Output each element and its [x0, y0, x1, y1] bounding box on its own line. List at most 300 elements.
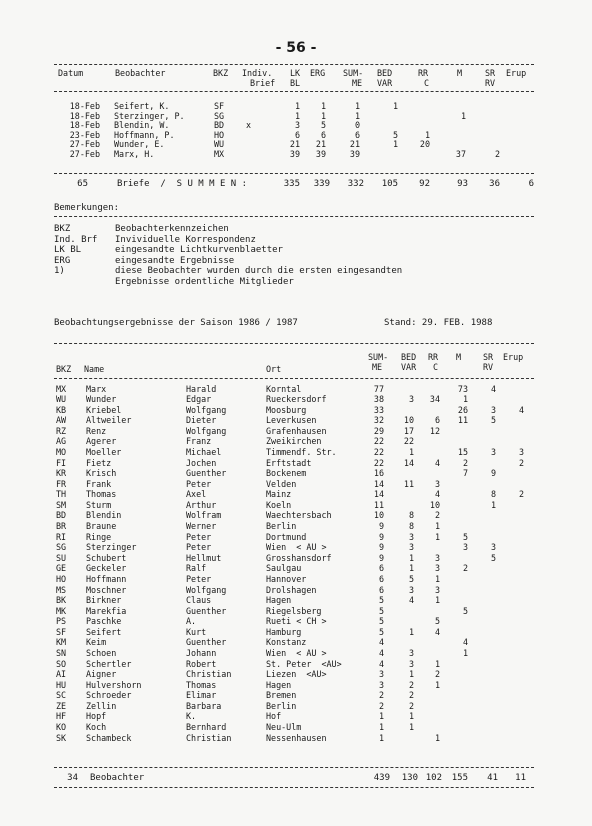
remark-text: Invividuelle Korrespondenz	[115, 234, 256, 245]
season-stand: Stand: 29. FEB. 1988	[384, 318, 493, 328]
cell-vorname: Barbara	[186, 700, 222, 711]
remark-text: eingesandte Ergebnisse	[115, 255, 235, 266]
cell-bkz: RZ	[56, 425, 67, 436]
cell-summe: 14	[373, 478, 384, 489]
totals-m: 93	[457, 179, 468, 189]
cell-rr: 1	[434, 732, 440, 743]
divider	[54, 787, 534, 788]
cell-bed: 3	[408, 648, 414, 658]
header-rr: RR	[418, 68, 429, 78]
cell-bkz: MK	[56, 605, 67, 616]
cell-bed: 1	[408, 446, 414, 457]
cell-observer: Wunder, E.	[114, 139, 165, 150]
cell-ort: Nessenhausen	[266, 732, 327, 743]
cell-m: 73	[457, 383, 468, 394]
cell-bkz: MX	[214, 149, 225, 159]
cell-bed: 3	[408, 658, 414, 669]
cell-ort: Timmendf. Str.	[266, 446, 337, 457]
cell-lk: 1	[294, 110, 300, 121]
header-lk: LK	[290, 68, 301, 78]
cell-bkz: WU	[56, 394, 67, 405]
cell-erg: 6	[320, 129, 326, 140]
cell-summe: 4	[378, 658, 384, 669]
cell-summe: 38	[373, 394, 384, 405]
cell-bkz: HU	[56, 679, 67, 690]
cell-bkz: GE	[56, 563, 67, 574]
cell-name: Ringe	[86, 531, 112, 542]
cell-name: Schambeck	[86, 732, 132, 743]
cell-sr: 4	[490, 383, 496, 394]
cell-summe: 77	[373, 383, 384, 394]
header-c: C	[433, 362, 439, 372]
cell-name: Sturm	[86, 499, 112, 510]
cell-name: Frank	[86, 478, 112, 489]
cell-bed: 1	[392, 101, 398, 111]
cell-vorname: Axel	[186, 489, 207, 500]
cell-bed: 5	[408, 573, 414, 584]
cell-observer: Marx, H.	[114, 149, 155, 159]
cell-erg: 39	[315, 149, 326, 159]
cell-summe: 11	[373, 499, 384, 510]
cell-bkz: FI	[56, 457, 67, 468]
cell-sr: 5	[490, 415, 496, 426]
season-total-rr: 102	[425, 773, 442, 783]
cell-vorname: Peter	[186, 542, 212, 553]
cell-m: 26	[457, 404, 468, 415]
cell-rr: 3	[434, 584, 440, 595]
cell-ort: Bremen	[266, 690, 297, 701]
divider	[54, 216, 534, 217]
cell-vorname: Michael	[186, 446, 222, 457]
cell-ort: Leverkusen	[266, 415, 317, 426]
remark-key: BKZ	[54, 224, 71, 234]
cell-name: Koch	[86, 722, 107, 733]
cell-summe: 5	[378, 626, 384, 637]
remark-key: Ind. Brf	[54, 234, 98, 245]
cell-ort: Wien < AU >	[266, 542, 327, 553]
cell-summe: 1	[378, 711, 384, 722]
cell-bkz: SF	[56, 626, 67, 637]
cell-summe: 1	[354, 110, 360, 121]
divider	[54, 343, 534, 344]
cell-erg: 1	[320, 110, 326, 121]
cell-ort: Velden	[266, 478, 297, 489]
cell-bkz: HF	[56, 711, 67, 722]
cell-m: 2	[462, 563, 468, 574]
cell-name: Schoen	[86, 648, 117, 658]
cell-bed: 1	[408, 626, 414, 637]
cell-bkz: BR	[56, 521, 67, 532]
cell-ort: Bockenem	[266, 468, 307, 479]
cell-erg: 1	[320, 101, 326, 111]
cell-bkz: WU	[214, 139, 225, 150]
header-summe-bottom: ME	[352, 78, 363, 88]
cell-bkz: KR	[56, 468, 67, 479]
cell-summe: 5	[378, 595, 384, 606]
cell-bkz: SN	[56, 648, 67, 658]
cell-summe: 10	[373, 510, 384, 521]
cell-m: 2	[462, 457, 468, 468]
cell-m: 4	[462, 637, 468, 648]
cell-vorname: Kurt	[186, 626, 207, 637]
header-bed: BED	[377, 68, 393, 78]
header-summe-bottom: ME	[372, 362, 383, 372]
cell-vorname: Wolfram	[186, 510, 222, 521]
cell-name: Braune	[86, 521, 117, 532]
cell-name: Paschke	[86, 616, 122, 627]
cell-ort: Riegelsberg	[266, 605, 322, 616]
divider	[54, 378, 534, 379]
remark-text: diese Beobachter wurden durch die ersten eingesandten	[115, 266, 403, 277]
cell-summe: 22	[373, 436, 384, 447]
cell-bed: 2	[408, 679, 414, 690]
cell-bkz: SO	[56, 658, 67, 669]
cell-name: Kriebel	[86, 404, 122, 415]
cell-vorname: Wolfgang	[186, 404, 227, 415]
cell-bkz: SF	[214, 101, 225, 111]
remark-key: ERG	[54, 255, 71, 266]
cell-bkz: HO	[56, 573, 67, 584]
cell-bkz: FR	[56, 478, 67, 489]
header-name: Name	[84, 364, 105, 374]
cell-ort: Waechtersbach	[266, 510, 332, 521]
cell-vorname: Christian	[186, 732, 232, 743]
cell-summe: 0	[354, 120, 360, 131]
header-erg: ERG	[310, 68, 326, 78]
cell-name: Blendin	[86, 510, 122, 521]
cell-bkz: TH	[56, 489, 67, 500]
cell-bed: 3	[408, 394, 414, 405]
cell-name: Moeller	[86, 446, 122, 457]
cell-bkz: KM	[56, 637, 67, 648]
cell-observer: Sterzinger, P.	[114, 110, 185, 121]
cell-summe: 2	[378, 690, 384, 701]
cell-m: 3	[462, 542, 468, 553]
cell-summe: 22	[373, 446, 384, 457]
cell-bkz: AW	[56, 415, 67, 426]
cell-rr: 20	[419, 139, 430, 150]
cell-bed: 1	[408, 552, 414, 563]
cell-bkz: HO	[214, 129, 225, 140]
cell-rr: 1	[434, 521, 440, 532]
cell-rr: 3	[434, 552, 440, 563]
cell-summe: 32	[373, 415, 384, 426]
cell-summe: 9	[378, 521, 384, 532]
cell-lk: 39	[289, 149, 300, 159]
cell-ort: Dortmund	[266, 531, 307, 542]
cell-summe: 3	[378, 679, 384, 690]
cell-ort: Berlin	[266, 521, 297, 532]
cell-summe: 39	[349, 149, 360, 159]
cell-bed: 11	[403, 478, 414, 489]
cell-rr: 1	[434, 679, 440, 690]
cell-bed: 1	[392, 139, 398, 150]
header-rv: RV	[483, 362, 494, 372]
cell-bed: 8	[408, 510, 414, 521]
cell-bed: 3	[408, 584, 414, 595]
cell-vorname: Peter	[186, 478, 212, 489]
cell-name: Schroeder	[86, 690, 132, 701]
cell-name: Geckeler	[86, 563, 127, 574]
cell-vorname: Guenther	[186, 605, 227, 616]
cell-bed: 2	[408, 690, 414, 701]
cell-bed: 10	[403, 415, 414, 426]
cell-bed: 3	[408, 542, 414, 553]
cell-ort: Wien < AU >	[266, 648, 327, 658]
cell-vorname: Hellmut	[186, 552, 222, 563]
cell-rr: 4	[434, 457, 440, 468]
cell-sr: 1	[490, 499, 496, 510]
cell-vorname: Wolfgang	[186, 425, 227, 436]
cell-name: Altweiler	[86, 415, 132, 426]
divider	[54, 767, 534, 768]
cell-summe: 22	[373, 457, 384, 468]
cell-datum: 18-Feb	[69, 101, 100, 111]
cell-m: 1	[462, 394, 468, 405]
cell-erup: 2	[518, 457, 524, 468]
cell-name: Seifert	[86, 626, 122, 637]
cell-bkz: AG	[56, 436, 67, 447]
cell-vorname: Wolfgang	[186, 584, 227, 595]
cell-summe: 9	[378, 531, 384, 542]
cell-rr: 1	[434, 531, 440, 542]
totals-erup: 6	[528, 179, 534, 189]
cell-ort: Hagen	[266, 679, 292, 690]
cell-m: 11	[457, 415, 468, 426]
cell-summe: 29	[373, 425, 384, 436]
season-title: Beobachtungsergebnisse der Saison 1986 / 1987	[54, 318, 298, 328]
cell-bkz: BD	[214, 120, 225, 131]
cell-rr: 5	[434, 616, 440, 627]
totals-summe: 332	[347, 179, 364, 189]
season-total-erup: 11	[515, 773, 526, 783]
cell-vorname: Franz	[186, 436, 212, 447]
cell-name: Krisch	[86, 468, 117, 479]
cell-m: 7	[462, 468, 468, 479]
cell-vorname: Arthur	[186, 499, 217, 510]
totals-lk: 335	[283, 179, 300, 189]
cell-sr: 3	[490, 404, 496, 415]
cell-ort: Korntal	[266, 383, 302, 394]
cell-name: Sterzinger	[86, 542, 137, 553]
cell-name: Keim	[86, 637, 107, 648]
cell-rr: 2	[434, 510, 440, 521]
cell-bkz: SG	[56, 542, 67, 553]
totals-count: 65	[77, 179, 88, 189]
header-bkz: BKZ	[213, 68, 229, 78]
header-c: C	[424, 78, 430, 88]
cell-summe: 9	[378, 552, 384, 563]
header-beobachter: Beobachter	[115, 68, 166, 78]
totals-sr: 36	[489, 179, 500, 189]
cell-vorname: Robert	[186, 658, 217, 669]
cell-vorname: Harald	[186, 383, 217, 394]
cell-bkz: BK	[56, 595, 67, 606]
cell-observer: Hoffmann, P.	[114, 129, 175, 140]
cell-sr: 2	[494, 149, 500, 159]
cell-observer: Seifert, K.	[114, 101, 170, 111]
cell-bkz: SM	[56, 499, 67, 510]
cell-lk: 3	[294, 120, 300, 131]
remark-key: LK BL	[54, 245, 82, 256]
season-total-count: 34	[67, 773, 78, 783]
header-m: M	[457, 68, 463, 78]
season-total-label: Beobachter	[90, 773, 145, 783]
cell-rr: 4	[434, 626, 440, 637]
cell-bed: 1	[408, 711, 414, 722]
cell-rr: 6	[434, 415, 440, 426]
cell-rr: 2	[434, 669, 440, 680]
cell-rr: 34	[429, 394, 440, 405]
cell-summe: 14	[373, 489, 384, 500]
cell-datum: 23-Feb	[69, 129, 100, 140]
cell-vorname: Johann	[186, 648, 217, 658]
header-bed: BED	[401, 352, 417, 362]
header-m: M	[456, 352, 462, 362]
cell-bkz: RI	[56, 531, 67, 542]
cell-sr: 5	[490, 552, 496, 563]
cell-sr: 9	[490, 468, 496, 479]
header-summe-top: SUM-	[368, 352, 389, 362]
header-var: VAR	[401, 362, 417, 372]
cell-vorname: Peter	[186, 531, 212, 542]
cell-name: Hoffmann	[86, 573, 127, 584]
header-brief: Brief	[250, 78, 276, 88]
header-bkz: BKZ	[56, 364, 72, 374]
cell-ort: Zweikirchen	[266, 436, 322, 447]
cell-m: 5	[462, 605, 468, 616]
cell-vorname: Edgar	[186, 394, 212, 405]
cell-rr: 1	[424, 129, 430, 140]
cell-ort: Mainz	[266, 489, 292, 500]
cell-ort: Hagen	[266, 595, 292, 606]
cell-datum: 27-Feb	[69, 149, 100, 159]
cell-rr: 1	[434, 658, 440, 669]
cell-vorname: Werner	[186, 521, 217, 532]
cell-ort: Erftstadt	[266, 457, 312, 468]
header-var: VAR	[377, 78, 393, 88]
cell-vorname: Jochen	[186, 457, 217, 468]
cell-rr: 3	[434, 478, 440, 489]
remark-text: Beobachterkennzeichen	[115, 224, 229, 234]
cell-lk: 6	[294, 129, 300, 140]
header-ort: Ort	[266, 364, 282, 374]
cell-ort: Hof	[266, 711, 282, 722]
cell-ort: Koeln	[266, 499, 292, 510]
cell-ort: Moosburg	[266, 404, 307, 415]
cell-rr: 1	[434, 595, 440, 606]
cell-vorname: Bernhard	[186, 722, 227, 733]
cell-ort: St. Peter <AU>	[266, 658, 342, 669]
remarks-title: Bemerkungen:	[54, 203, 120, 213]
cell-name: Renz	[86, 425, 107, 436]
cell-name: Schertler	[86, 658, 132, 669]
cell-summe: 4	[378, 637, 384, 648]
remark-text: Ergebnisse ordentliche Mitglieder	[115, 277, 294, 287]
cell-bkz: ZE	[56, 700, 67, 711]
cell-summe: 6	[354, 129, 360, 140]
header-rv: RV	[485, 78, 496, 88]
cell-indiv: x	[246, 120, 252, 131]
cell-vorname: Guenther	[186, 468, 227, 479]
cell-ort: Neu-Ulm	[266, 722, 302, 733]
totals-rr: 92	[419, 179, 430, 189]
cell-summe: 33	[373, 404, 384, 415]
cell-name: Wunder	[86, 394, 117, 405]
cell-erg: 5	[320, 120, 326, 131]
cell-summe: 3	[378, 669, 384, 680]
cell-erup: 4	[518, 404, 524, 415]
cell-summe: 1	[354, 101, 360, 111]
cell-vorname: Ralf	[186, 563, 207, 574]
cell-rr: 1	[434, 573, 440, 584]
cell-bed: 1	[408, 563, 414, 574]
cell-bkz: MX	[56, 383, 67, 394]
cell-m: 5	[462, 531, 468, 542]
cell-summe: 9	[378, 542, 384, 553]
cell-ort: Liezen <AU>	[266, 669, 327, 680]
cell-rr: 10	[429, 499, 440, 510]
cell-ort: Hamburg	[266, 626, 302, 637]
cell-erup: 2	[518, 489, 524, 500]
cell-name: Aigner	[86, 669, 117, 680]
cell-sr: 3	[490, 446, 496, 457]
cell-bkz: SC	[56, 690, 67, 701]
season-total-sr: 41	[487, 773, 498, 783]
header-summe-top: SUM-	[343, 68, 364, 78]
cell-bed: 5	[392, 129, 398, 140]
cell-name: Zellin	[86, 700, 117, 711]
cell-vorname: Christian	[186, 669, 232, 680]
cell-sr: 8	[490, 489, 496, 500]
cell-bkz: PS	[56, 616, 67, 627]
cell-ort: Berlin	[266, 700, 297, 711]
cell-bed: 4	[408, 595, 414, 606]
remark-key: 1)	[54, 266, 65, 277]
cell-name: Agerer	[86, 436, 117, 447]
cell-rr: 4	[434, 489, 440, 500]
cell-name: Thomas	[86, 489, 117, 500]
cell-ort: Grafenhausen	[266, 425, 327, 436]
cell-summe: 4	[378, 648, 384, 658]
cell-bkz: SG	[214, 110, 225, 121]
cell-rr: 12	[429, 425, 440, 436]
cell-ort: Saulgau	[266, 563, 302, 574]
divider	[54, 173, 534, 174]
cell-m: 37	[455, 149, 466, 159]
cell-vorname: Claus	[186, 595, 212, 606]
cell-ort: Hannover	[266, 573, 307, 584]
totals-erg: 339	[313, 179, 330, 189]
cell-bkz: MO	[56, 446, 67, 457]
cell-bkz: KB	[56, 404, 67, 415]
header-sr: SR	[483, 352, 494, 362]
header-erup: Erup	[506, 68, 527, 78]
season-total-summe: 439	[373, 773, 390, 783]
cell-bed: 3	[408, 531, 414, 542]
totals-bed: 105	[381, 179, 398, 189]
header-sr: SR	[485, 68, 496, 78]
totals-label: Briefe / S U M M E N :	[117, 179, 248, 189]
cell-bed: 2	[408, 700, 414, 711]
cell-ort: Rueckersdorf	[266, 394, 327, 405]
cell-vorname: Dieter	[186, 415, 217, 426]
cell-summe: 5	[378, 605, 384, 616]
cell-bed: 17	[403, 425, 414, 436]
cell-ort: Konstanz	[266, 637, 307, 648]
cell-observer: Blendin, W.	[114, 120, 170, 131]
cell-bkz: SU	[56, 552, 67, 563]
